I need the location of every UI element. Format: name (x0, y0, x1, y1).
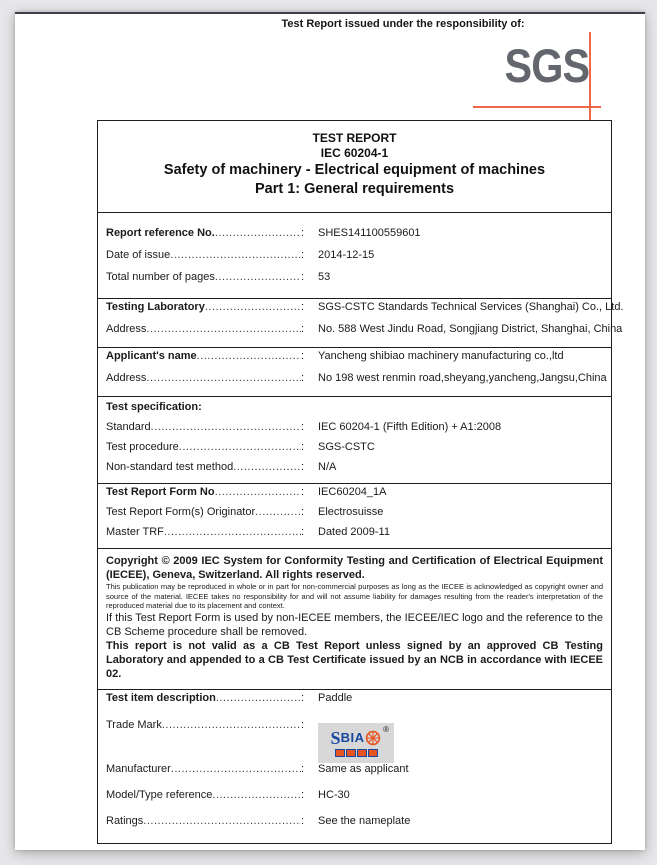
row-value: 53 (318, 271, 331, 283)
trf-section (98, 484, 611, 549)
table-row (98, 526, 611, 546)
dot-leader (164, 526, 301, 538)
row-value: Paddle (318, 691, 353, 704)
row-value: IEC60204_1A (318, 486, 387, 498)
table-row (98, 323, 623, 345)
copyright-section (98, 549, 611, 690)
row-label: Address (106, 372, 147, 384)
wheel-icon (365, 730, 381, 746)
row-value: N/A (318, 461, 337, 473)
dot-leader (233, 461, 301, 473)
dot-leader (215, 227, 301, 239)
title-line-4: Part 1: General requirements (254, 181, 455, 197)
trademark-initial: S (330, 727, 341, 748)
row-value: No 198 west renmin road,sheyang,yancheng,Jangsu,China (318, 372, 607, 384)
dot-leader (170, 249, 301, 261)
dot-leader (146, 323, 301, 335)
dot-leader (146, 372, 301, 384)
table-row (98, 789, 611, 815)
dot-leader (255, 506, 301, 518)
trademark-text: BIA (340, 730, 365, 745)
table-row (98, 815, 611, 841)
row-value: 2014-12-15 (318, 249, 375, 261)
sbia-trademark-logo (318, 723, 394, 763)
table-row (98, 461, 611, 481)
table-row (98, 421, 611, 441)
table-row (98, 227, 611, 249)
row-value: SGS-CSTC (318, 441, 375, 453)
row-value: Yancheng shibiao machinery manufacturing co.,ltd (318, 350, 564, 362)
document-page (15, 12, 645, 850)
test-report-table (97, 120, 624, 844)
table-row (98, 486, 611, 506)
trademark-chinese-text (335, 749, 378, 757)
dot-leader (212, 789, 301, 801)
row-value: SHES141100559601 (318, 227, 421, 239)
dot-leader (197, 350, 301, 362)
dot-leader (143, 815, 301, 827)
row-label: Test item description (106, 691, 216, 704)
dot-leader (215, 271, 301, 283)
dot-leader (205, 301, 301, 313)
table-row (98, 692, 611, 714)
row-value: Dated 2009-11 (318, 526, 390, 538)
row-label: Test Report Form No (106, 486, 215, 498)
report-info-section (98, 213, 611, 299)
row-value: IEC 60204-1 (Fifth Edition) + A1:2008 (318, 421, 502, 433)
row-value: Same as applicant (318, 762, 409, 775)
copyright-usage-note: If this Test Report Form is used by non-IECEE members, the IECEE/IEC logo and the reference to the CB Scheme procedure shall be removed. (106, 611, 603, 638)
table-row (98, 301, 624, 323)
row-value: SGS-CSTC Standards Technical Services (Shanghai) Co., Ltd. (318, 301, 624, 313)
row-label: Test procedure (106, 441, 179, 453)
responsibility-note: Test Report issued under the responsibility of: (281, 18, 525, 30)
row-label: Test Report Form(s) Originator (106, 506, 256, 518)
row-value: See the nameplate (318, 814, 411, 827)
title-section (98, 121, 611, 213)
row-label: Model/Type reference (106, 788, 213, 801)
table-row (98, 271, 611, 293)
table-row (98, 441, 611, 461)
dot-leader (162, 719, 301, 731)
table-row (98, 372, 611, 394)
sgs-logo (485, 40, 605, 120)
table-row (98, 249, 611, 271)
table-row (98, 506, 611, 526)
row-label: Manufacturer (106, 762, 171, 775)
copyright-validity-note: This report is not valid as a CB Test Report unless signed by an approved CB Testing Laboratory and appended to a CB Test Certificate issued by an NCB in accordance with IECEE 02. (106, 639, 603, 680)
table-row (98, 714, 611, 763)
row-value: HC-30 (318, 788, 350, 801)
test-spec-section (98, 397, 611, 484)
table-row (98, 763, 611, 789)
applicant-section (98, 348, 611, 397)
copyright-fine-print: This publication may be reproduced in whole or in part for non-commercial purposes as long as the IECEE is acknowledged as copyright owner and source of the material. IECEE takes no responsibility for and will not assume liability for damages resulting from the reader's interpretation of the reproduced material due to its placement and context. (106, 582, 603, 610)
title-line-1: TEST REPORT (312, 131, 397, 145)
sgs-logo-text: SGS (504, 39, 589, 92)
row-label: Total number of pages (106, 271, 215, 283)
dot-leader (151, 421, 301, 433)
row-label: Standard (106, 421, 151, 433)
row-label: Master TRF (106, 526, 164, 538)
row-label: Non-standard test method (106, 461, 234, 473)
row-value: No. 588 West Jindu Road, Songjiang District, Shanghai, China (318, 323, 623, 335)
title-line-2: IEC 60204-1 (320, 146, 389, 160)
trademark-cell (304, 719, 603, 763)
sgs-logo-vertical-line (589, 32, 591, 122)
row-label: Address (106, 323, 147, 335)
testing-lab-section (98, 299, 624, 348)
registered-mark-icon: ® (383, 724, 389, 734)
test-item-section (98, 690, 611, 843)
row-label: Trade Mark (106, 718, 162, 731)
row-label: Date of issue (106, 249, 171, 261)
row-label: Report reference No. (106, 227, 215, 239)
row-value: Electrosuisse (318, 506, 384, 518)
table-row (98, 350, 611, 372)
dot-leader (215, 486, 301, 498)
section-heading: Test specification: (106, 401, 202, 413)
dot-leader (179, 441, 301, 453)
row-label: Ratings (106, 814, 144, 827)
dot-leader (216, 692, 301, 704)
title-line-3: Safety of machinery - Electrical equipment of machines (163, 162, 546, 178)
dot-leader (171, 763, 301, 775)
row-label: Applicant's name (106, 350, 197, 362)
row-label: Testing Laboratory (106, 301, 205, 313)
sgs-logo-horizontal-line (473, 106, 601, 108)
copyright-notice: Copyright © 2009 IEC System for Conformity Testing and Certification of Electrical Equipment (IECEE), Geneva, Switzerland. All rights reserved. (106, 555, 603, 581)
